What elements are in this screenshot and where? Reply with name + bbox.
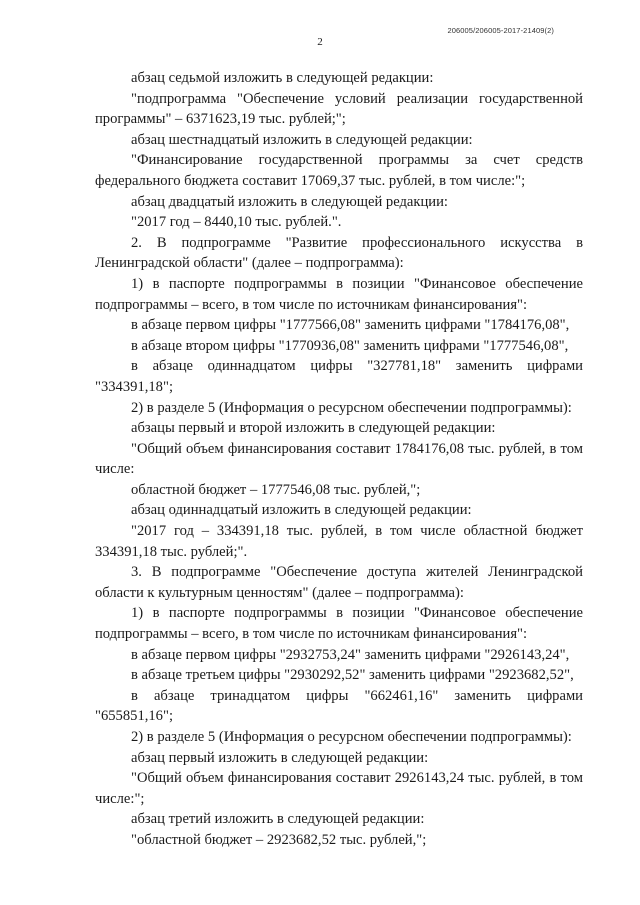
paragraph: "Финансирование государственной программы за счет средств федерального бюджета составит 17069,37 тыс. рублей, в том числе:";: [95, 152, 583, 189]
paragraph: "Общий объем финансирования составит 1784176,08 тыс. рублей, в том числе:: [95, 440, 583, 478]
paragraph: 2. В подпрограмме "Развитие профессионального искусства в Ленинградской области" (далее – подпрограмма):: [95, 234, 583, 272]
paragraph: "областной бюджет – 2923682,52 тыс. рублей,";: [131, 831, 427, 848]
document-body: [95, 68, 583, 851]
document-id: 206005/206005-2017-21409(2): [447, 26, 554, 35]
paragraph: 2) в разделе 5 (Информация о ресурсном обеспечении подпрограммы):: [131, 729, 572, 745]
paragraph: в абзаце первом цифры "2932753,24" заменить цифрами "2926143,24",: [131, 646, 570, 663]
paragraph: абзац седьмой изложить в следующей редакции:: [131, 70, 434, 86]
paragraph: в абзаце тринадцатом цифры "662461,16" заменить цифрами "655851,16";: [95, 687, 583, 725]
paragraph: "Общий объем финансирования составит 2926143,24 тыс. рублей, в том числе:";: [95, 770, 583, 807]
paragraph: в абзаце третьем цифры "2930292,52" заменить цифрами "2923682,52",: [131, 667, 574, 684]
paragraph: 3. В подпрограмме "Обеспечение доступа жителей Ленинградской области к культурным ценностям" (далее – подпрограмма):: [95, 564, 583, 601]
paragraph: "2017 год – 8440,10 тыс. рублей.".: [131, 214, 342, 231]
paragraph: абзац третий изложить в следующей редакции:: [131, 811, 425, 828]
paragraph: 1) в паспорте подпрограммы в позиции "Финансовое обеспечение подпрограммы – всего, в том числе по источникам финансирования":: [95, 275, 583, 313]
paragraph: абзацы первый и второй изложить в следующей редакции:: [131, 420, 496, 437]
paragraph: 1) в паспорте подпрограммы в позиции "Финансовое обеспечение подпрограммы – всего, в том числе по источникам финансирования":: [95, 605, 583, 643]
paragraph: в абзаце втором цифры "1770936,08" заменить цифрами "1777546,08",: [131, 337, 569, 354]
paragraph: 2) в разделе 5 (Информация о ресурсном обеспечении подпрограммы):: [131, 399, 572, 416]
paragraph: в абзаце первом цифры "1777566,08" заменить цифрами "1784176,08",: [131, 317, 570, 334]
paragraph: в абзаце одиннадцатом цифры "327781,18" заменить цифрами "334391,18";: [95, 358, 583, 395]
page-number: 2: [317, 36, 323, 48]
paragraph: областной бюджет – 1777546,08 тыс. рублей,";: [131, 481, 421, 498]
paragraph: абзац одиннадцатый изложить в следующей редакции:: [131, 502, 472, 519]
paragraph: "2017 год – 334391,18 тыс. рублей, в том числе областной бюджет 334391,18 тыс. рублей;".: [95, 523, 583, 560]
paragraph: абзац первый изложить в следующей редакции:: [131, 749, 429, 766]
paragraph: абзац двадцатый изложить в следующей редакции:: [131, 193, 448, 210]
paragraph: "подпрограмма "Обеспечение условий реализации государственной программы" – 6371623,19 тыс. рублей;";: [95, 90, 583, 128]
paragraph: абзац шестнадцатый изложить в следующей редакции:: [131, 131, 473, 148]
